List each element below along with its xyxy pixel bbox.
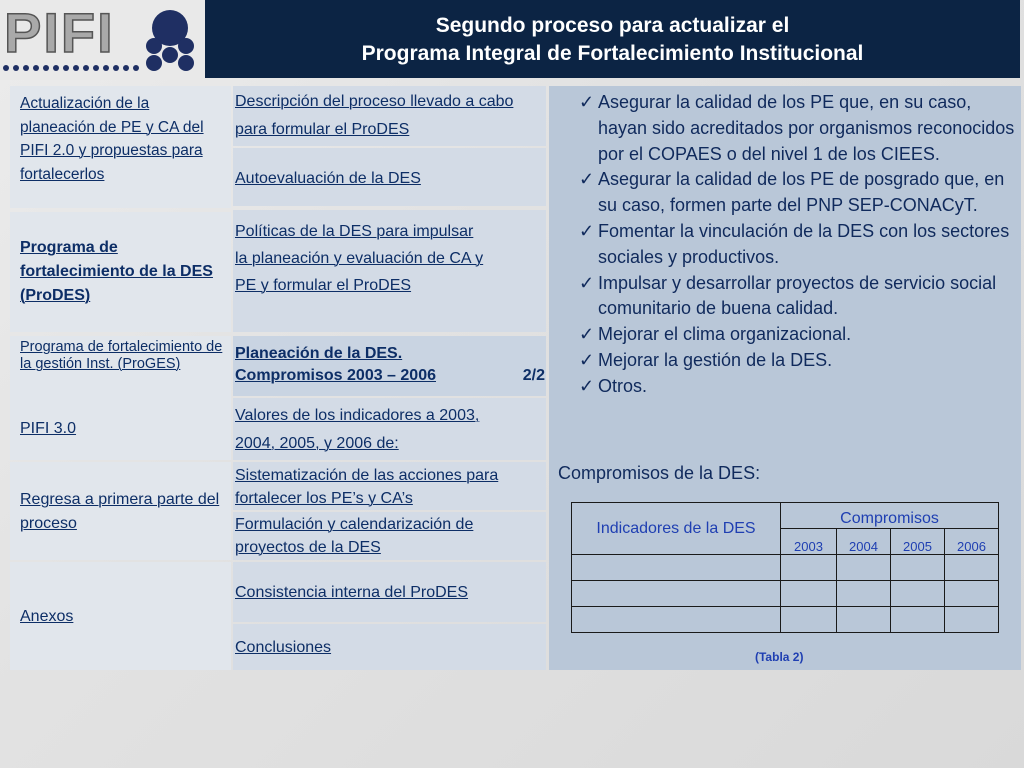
table-cell (945, 607, 999, 633)
page-indicator: 2/2 (522, 367, 545, 384)
mid-cell-conclusiones (233, 624, 546, 670)
compromisos-text: Compromisos 2003 – 2006 (235, 367, 436, 384)
objective-text: Otros. (598, 375, 648, 396)
objective-text: Asegurar la calidad de los PE que, en su caso, hayan sido acreditados por organismos reconocidos por el COPAES o del nivel 1 de los CIEES. (598, 92, 1015, 164)
objective-item (559, 322, 1019, 348)
link-politicas[interactable]: Políticas de la DES para impulsar la planeación y evaluación de CA y PE y formular el ProDES (235, 223, 484, 294)
table-cell (837, 607, 891, 633)
compromisos-panel (549, 86, 1021, 670)
objective-text: Fomentar la vinculación de la DES con los sectores sociales y productivos. (598, 220, 1010, 267)
mid-cell-politicas (233, 210, 546, 332)
mid-cell-sistematizacion (233, 462, 546, 510)
objective-text: Asegurar la calidad de los PE de posgrado que, en su caso, formen parte del PNP SEP-CONACyT. (598, 169, 1005, 216)
objective-item (559, 219, 1019, 271)
mid-cell-planeacion (233, 336, 546, 396)
left-cell-pifi3 (10, 398, 231, 460)
table-row (572, 555, 999, 581)
check-icon: ✓ (579, 92, 595, 112)
header-banner (205, 0, 1020, 78)
pifi-logo (0, 0, 205, 80)
check-icon: ✓ (579, 349, 595, 370)
check-icon: ✓ (579, 272, 595, 293)
objective-text: Impulsar y desarrollar proyectos de servicio social comunitario de buena calidad. (598, 272, 997, 319)
left-cell-anexos (10, 562, 231, 670)
table-row (572, 503, 999, 529)
left-cell-prodes (10, 212, 231, 332)
table-cell (781, 555, 837, 581)
left-cell-actualizacion (10, 86, 231, 208)
link-regresa[interactable]: Regresa a primera parte del proceso (20, 491, 220, 532)
year-2003: 2003 (781, 529, 837, 555)
year-2004: 2004 (837, 529, 891, 555)
table-cell (945, 581, 999, 607)
check-icon: ✓ (579, 220, 595, 241)
compromisos-title: Compromisos de la DES: (558, 463, 761, 483)
table-row (572, 581, 999, 607)
link-planeacion[interactable]: Planeación de la DES. (235, 345, 403, 362)
link-compromisos[interactable] (235, 365, 544, 387)
objective-item (559, 374, 1019, 400)
table-cell (945, 555, 999, 581)
link-conclusiones[interactable]: Conclusiones (235, 639, 332, 656)
objective-item (559, 90, 1019, 167)
objective-text: Mejorar el clima organizacional. (598, 324, 852, 345)
link-consistencia[interactable]: Consistencia interna del ProDES (235, 584, 469, 601)
mid-cell-descripcion (233, 86, 546, 146)
left-cell-regresa (10, 462, 231, 560)
table-row (572, 607, 999, 633)
mid-cell-valores (233, 398, 546, 460)
link-proges[interactable]: Programa de fortalecimiento de la gestión Inst. (ProGES) (20, 339, 223, 372)
table-cell (837, 581, 891, 607)
objective-item (559, 271, 1019, 323)
header-title-line2: Programa Integral de Fortalecimiento Institucional (361, 42, 864, 65)
indicadores-table (571, 502, 999, 633)
link-actualizacion[interactable]: Actualización de la planeación de PE y CA del PIFI 2.0 y propuestas para fortalecerlos (20, 95, 204, 183)
header-title-line1: Segundo proceso para actualizar el (435, 14, 790, 37)
mid-cell-consistencia (233, 562, 546, 622)
link-descripcion[interactable]: Descripción del proceso llevado a cabo para formular el ProDES (235, 93, 514, 138)
objective-text: Mejorar la gestión de la DES. (598, 349, 833, 370)
table-cell (781, 607, 837, 633)
table-cell (891, 607, 945, 633)
mid-cell-autoevaluacion (233, 148, 546, 206)
link-valores[interactable]: Valores de los indicadores a 2003, 2004, 2005, y 2006 de: (235, 407, 480, 452)
link-anexos[interactable]: Anexos (20, 608, 74, 625)
objective-item (559, 348, 1019, 374)
link-pifi3[interactable]: PIFI 3.0 (20, 420, 77, 437)
table-cell (891, 555, 945, 581)
objectives-list (559, 90, 1019, 400)
table-cell (837, 555, 891, 581)
table-cell (572, 581, 781, 607)
table-cell (572, 607, 781, 633)
mid-cell-formulacion (233, 512, 546, 560)
link-autoevaluacion[interactable]: Autoevaluación de la DES (235, 170, 421, 187)
year-2005: 2005 (891, 529, 945, 555)
check-icon: ✓ (579, 169, 595, 190)
objective-item (559, 167, 1019, 219)
link-prodes[interactable]: Programa de fortalecimiento de la DES (ProDES) (20, 239, 213, 304)
check-icon: ✓ (579, 375, 595, 396)
link-sistematizacion[interactable]: Sistematización de las acciones para fortalecer los PE’s y CA’s (235, 467, 499, 507)
table-cell (572, 555, 781, 581)
check-icon: ✓ (579, 324, 595, 345)
table-cell (781, 581, 837, 607)
left-cell-proges (10, 336, 231, 398)
compromisos-header: Compromisos (781, 503, 999, 529)
tabla-caption: (Tabla 2) (755, 650, 804, 664)
indicadores-header: Indicadores de la DES (572, 503, 781, 555)
link-formulacion[interactable]: Formulación y calendarización de proyectos de la DES (235, 516, 474, 556)
table-cell (891, 581, 945, 607)
svg-text:PIFI: PIFI (4, 1, 115, 64)
year-2006: 2006 (945, 529, 999, 555)
